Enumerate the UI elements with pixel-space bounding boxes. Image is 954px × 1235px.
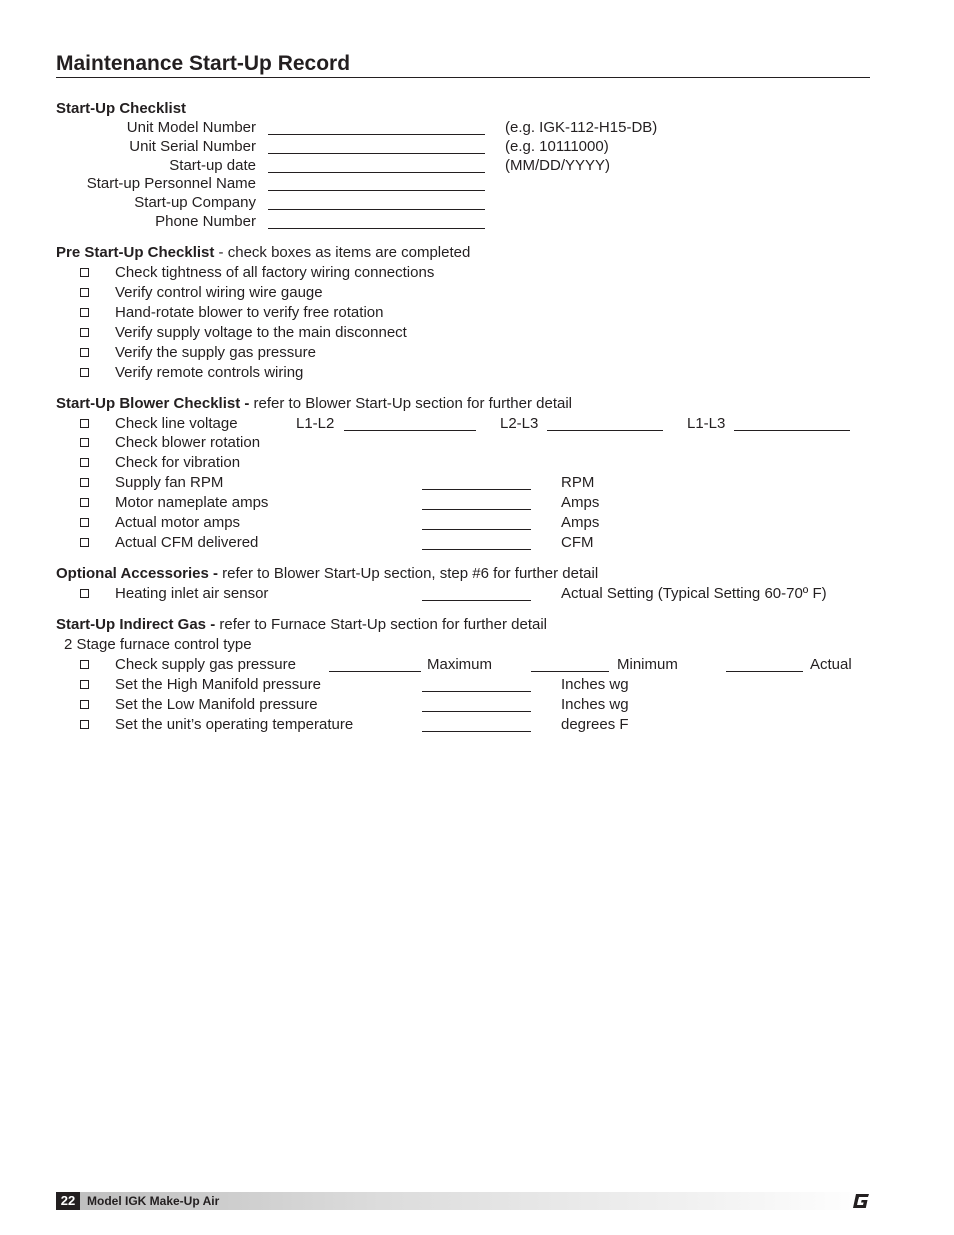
title-rule — [56, 77, 870, 78]
indirect-gas-heading: Start-Up Indirect Gas - — [56, 616, 216, 633]
field-label-personnel: Start-up Personnel Name — [86, 175, 256, 192]
blower-item: Motor nameplate amps — [115, 494, 269, 511]
checkbox[interactable] — [80, 458, 89, 467]
blower-item-unit: CFM — [561, 534, 594, 551]
checkbox[interactable] — [80, 419, 89, 428]
high-manifold-blank[interactable] — [422, 691, 531, 692]
page-title: Maintenance Start-Up Record — [56, 52, 351, 75]
optional-item-unit: Actual Setting (Typical Setting 60-70º F) — [561, 585, 827, 602]
gas-item-unit: degrees F — [561, 716, 629, 733]
checkbox[interactable] — [80, 328, 89, 337]
checkbox[interactable] — [80, 438, 89, 447]
max-label: Maximum — [427, 656, 493, 673]
pre-startup-item: Verify remote controls wiring — [115, 364, 304, 381]
checkbox[interactable] — [80, 589, 89, 598]
blower-heading: Start-Up Blower Checklist - — [56, 395, 250, 412]
blower-note: refer to Blower Start-Up section for further detail — [249, 395, 573, 412]
blower-item: Actual CFM delivered — [115, 534, 259, 551]
pre-startup-item: Check tightness of all factory wiring connections — [115, 264, 435, 281]
field-hint-date: (MM/DD/YYYY) — [505, 157, 610, 174]
l1-l3-blank[interactable] — [734, 430, 850, 431]
field-hint-serial: (e.g. 10111000) — [505, 138, 609, 155]
blower-heading-line — [56, 395, 572, 413]
field-serial-blank[interactable] — [268, 153, 485, 154]
checkbox[interactable] — [80, 268, 89, 277]
field-model-blank[interactable] — [268, 134, 485, 135]
pre-startup-item: Verify the supply gas pressure — [115, 344, 316, 361]
max-pressure-blank[interactable] — [329, 671, 421, 672]
l2-l3-blank[interactable] — [547, 430, 663, 431]
min-label: Minimum — [617, 656, 678, 673]
checkbox[interactable] — [80, 720, 89, 729]
min-pressure-blank[interactable] — [531, 671, 609, 672]
pre-startup-note: - check boxes as items are completed — [214, 244, 471, 261]
nameplate-amps-blank[interactable] — [422, 509, 531, 510]
startup-checklist-heading: Start-Up Checklist — [56, 100, 187, 117]
gas-item: Set the High Manifold pressure — [115, 676, 321, 693]
field-label-date: Start-up date — [169, 157, 256, 174]
l1-l3-label: L1-L3 — [687, 415, 726, 432]
blower-item-unit: RPM — [561, 474, 595, 491]
checkbox[interactable] — [80, 700, 89, 709]
indirect-gas-sub: 2 Stage furnace control type — [64, 636, 252, 653]
field-label-serial: Unit Serial Number — [129, 138, 256, 155]
cfm-blank[interactable] — [422, 549, 531, 550]
actual-label: Actual — [810, 656, 852, 673]
checkbox[interactable] — [80, 680, 89, 689]
checkbox[interactable] — [80, 660, 89, 669]
low-manifold-blank[interactable] — [422, 711, 531, 712]
checkbox[interactable] — [80, 348, 89, 357]
checkbox[interactable] — [80, 498, 89, 507]
blower-item-unit: Amps — [561, 514, 600, 531]
gas-item-unit: Inches wg — [561, 696, 629, 713]
footer-model: Model IGK Make-Up Air — [87, 1194, 220, 1208]
field-personnel-blank[interactable] — [268, 190, 485, 191]
indirect-gas-heading-line — [56, 616, 547, 634]
field-date-blank[interactable] — [268, 172, 485, 173]
gas-item: Set the unit’s operating temperature — [115, 716, 354, 733]
l2-l3-label: L2-L3 — [500, 415, 539, 432]
blower-item: Actual motor amps — [115, 514, 241, 531]
optional-note: refer to Blower Start-Up section, step #6 for further detail — [218, 565, 599, 582]
pre-startup-item: Verify supply voltage to the main disconnect — [115, 324, 407, 341]
optional-heading-line — [56, 565, 598, 583]
actual-pressure-blank[interactable] — [726, 671, 803, 672]
field-company-blank[interactable] — [268, 209, 485, 210]
field-label-company: Start-up Company — [134, 194, 256, 211]
page-number: 22 — [56, 1192, 80, 1210]
checkbox[interactable] — [80, 288, 89, 297]
optional-item: Heating inlet air sensor — [115, 585, 269, 602]
indirect-gas-note: refer to Furnace Start-Up section for further detail — [215, 616, 548, 633]
pre-startup-heading-line — [56, 244, 470, 262]
blower-item-unit: Amps — [561, 494, 600, 511]
gas-item: Set the Low Manifold pressure — [115, 696, 318, 713]
blower-line-voltage-label: Check line voltage — [115, 415, 238, 432]
operating-temp-blank[interactable] — [422, 731, 531, 732]
fan-rpm-blank[interactable] — [422, 489, 531, 490]
field-label-phone: Phone Number — [155, 213, 256, 230]
gas-item-unit: Inches wg — [561, 676, 629, 693]
blower-item: Supply fan RPM — [115, 474, 224, 491]
greenheck-g-logo-icon — [851, 1192, 871, 1210]
checkbox[interactable] — [80, 538, 89, 547]
checkbox[interactable] — [80, 308, 89, 317]
blower-item: Check for vibration — [115, 454, 241, 471]
field-hint-model: (e.g. IGK-112-H15-DB) — [505, 119, 658, 136]
pre-startup-item: Verify control wiring wire gauge — [115, 284, 323, 301]
pre-startup-item: Hand-rotate blower to verify free rotation — [115, 304, 384, 321]
pre-startup-heading: Pre Start-Up Checklist — [56, 244, 215, 261]
optional-heading: Optional Accessories - — [56, 565, 218, 582]
actual-amps-blank[interactable] — [422, 529, 531, 530]
checkbox[interactable] — [80, 518, 89, 527]
field-phone-blank[interactable] — [268, 228, 485, 229]
l1-l2-label: L1-L2 — [296, 415, 335, 432]
gas-pressure-label: Check supply gas pressure — [115, 656, 296, 673]
field-label-model: Unit Model Number — [126, 119, 256, 136]
l1-l2-blank[interactable] — [344, 430, 476, 431]
checkbox[interactable] — [80, 478, 89, 487]
blower-item: Check blower rotation — [115, 434, 261, 451]
checkbox[interactable] — [80, 368, 89, 377]
inlet-sensor-blank[interactable] — [422, 600, 531, 601]
